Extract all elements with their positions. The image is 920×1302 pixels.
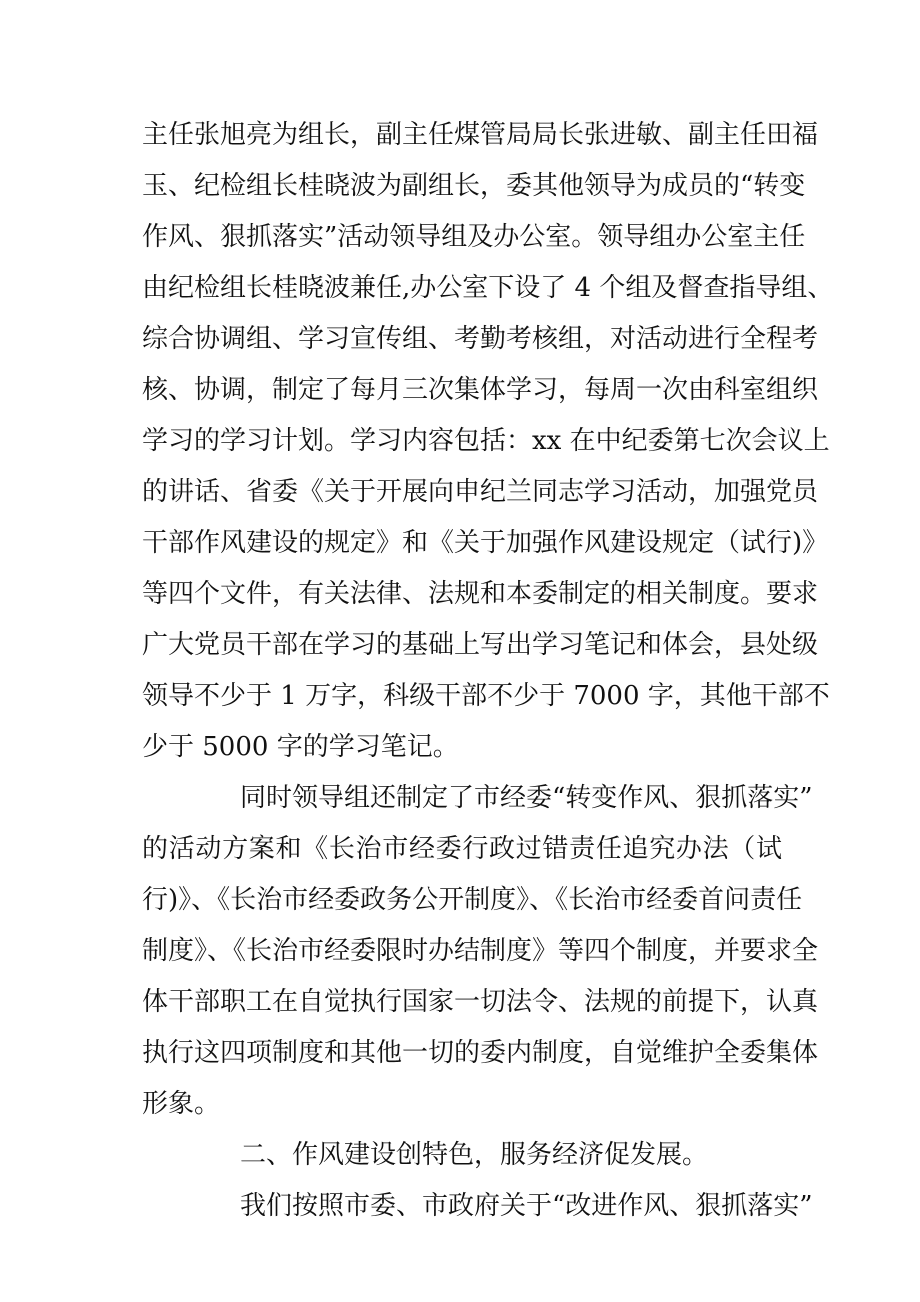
- text-line: 我们按照市委、市政府关于“改进作风、狠抓落实”: [240, 1191, 813, 1221]
- text-line: 主任张旭亮为组长，副主任煤管局局长张进敏、副主任田福: [142, 120, 819, 150]
- text-line: 学习的学习计划。学习内容包括：xx 在中纪委第七次会议上: [142, 426, 830, 456]
- text-line: 执行这四项制度和其他一切的委内制度，自觉维护全委集体: [142, 1038, 819, 1068]
- text-line: 由纪检组长桂晓波兼任,办公室下设了 4 个组及督查指导组、: [142, 273, 834, 303]
- text-line: 领导不少于 1 万字，科级干部不少于 7000 字，其他干部不: [142, 681, 830, 711]
- text-line: 形象。: [142, 1089, 221, 1119]
- text-line: 同时领导组还制定了市经委“转变作风、狠抓落实”: [240, 783, 813, 813]
- text-line: 行)》、《长治市经委政务公开制度》、《长治市经委首问责任: [142, 885, 803, 915]
- text-line: 等四个文件，有关法律、法规和本委制定的相关制度。要求: [142, 579, 819, 609]
- text-line: 体干部职工在自觉执行国家一切法令、法规的前提下，认真: [142, 987, 819, 1017]
- text-line: 少于 5000 字的学习笔记。: [142, 732, 459, 762]
- text-line: 综合协调组、学习宣传组、考勤考核组，对活动进行全程考: [142, 324, 819, 354]
- text-line: 广大党员干部在学习的基础上写出学习笔记和体会，县处级: [142, 630, 819, 660]
- text-line: 制度》、《长治市经委限时办结制度》等四个制度，并要求全: [142, 936, 819, 966]
- text-line: 核、协调，制定了每月三次集体学习，每周一次由科室组织: [142, 375, 819, 405]
- text-line: 玉、纪检组长桂晓波为副组长，委其他领导为成员的“转变: [142, 171, 806, 201]
- text-line: 的活动方案和《长治市经委行政过错责任追究办法（试: [142, 834, 782, 864]
- text-line: 作风、狠抓落实”活动领导组及办公室。领导组办公室主任: [142, 222, 806, 252]
- text-line: 的讲话、省委《关于开展向申纪兰同志学习活动，加强党员: [142, 477, 819, 507]
- text-line: 干部作风建设的规定》和《关于加强作风建设规定（试行)》: [142, 528, 829, 558]
- text-line: 二、作风建设创特色，服务经济促发展。: [240, 1140, 709, 1170]
